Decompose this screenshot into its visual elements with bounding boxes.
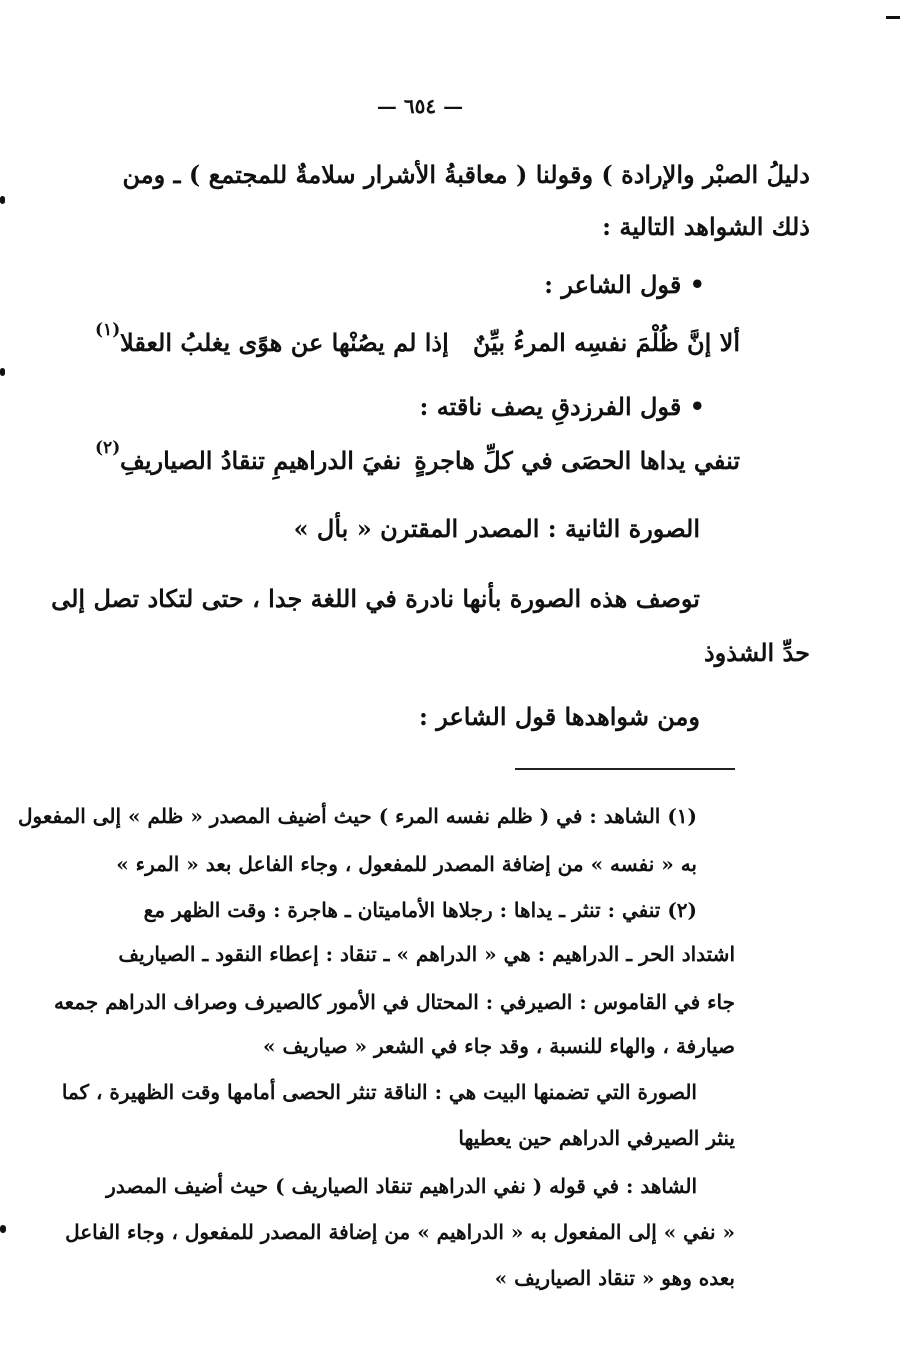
scan-edge-mark xyxy=(0,368,5,376)
footnote-line: الصورة التي تضمنها البيت هي : الناقة تنثر الحصى أمامها وقت الظهيرة ، كما xyxy=(61,1080,697,1104)
footnote-line: جاء في القاموس : الصيرفي : المحتال في الأمور كالصيرف وصراف الدراهم جمعه xyxy=(53,990,735,1014)
footnote-ref: (٢) xyxy=(95,438,121,458)
farazdaq-intro: • قول الفرزدقِ يصف ناقته : xyxy=(419,392,705,421)
footnote-line: (١) الشاهد : في ( ظلم نفسه المرء ) حيث أضيف المصدر « ظلم » إلى المفعول xyxy=(17,804,697,828)
scan-edge-mark xyxy=(0,1225,6,1233)
footnote-separator xyxy=(515,768,735,770)
verse-second-hemistich: إذا لم يصُنْها عن هوًى يغلبُ العقلا xyxy=(120,328,449,357)
verse-second-hemistich: نفيَ الدراهيمِ تنقادُ الصياريفِ xyxy=(120,446,402,475)
page-number: — ٦٥٤ — xyxy=(376,94,464,118)
section-heading: الصورة الثانية : المصدر المقترن « بأل » xyxy=(293,514,700,543)
body-line: حدِّ الشذوذ xyxy=(703,638,810,667)
verse-first-hemistich: ألا إنَّ ظُلْمَ نفسِه المرءُ بيِّنٌ xyxy=(472,328,740,357)
footnote-line: بعده وهو « تنقاد الصياريف » xyxy=(494,1266,735,1290)
body-line: توصف هذه الصورة بأنها نادرة في اللغة جدا ، حتى لتكاد تصل إلى xyxy=(51,584,700,613)
scan-edge-mark xyxy=(0,196,5,204)
footnote-line: الشاهد : في قوله ( نفي الدراهيم تنقاد الصياريف ) حيث أضيف المصدر xyxy=(106,1174,697,1198)
footnote-line: ينثر الصيرفي الدراهم حين يعطيها xyxy=(458,1126,735,1150)
poet-intro: • قول الشاعر : xyxy=(544,270,705,299)
body-line: دليلُ الصبْر والإرادة ) وقولنا ( معاقبةُ الأشرار سلامةٌ للمجتمع ) ـ ومن xyxy=(122,160,810,189)
footnote-line: اشتداد الحر ـ الدراهيم : هي « الدراهم » ـ تنقاد : إعطاء النقود ـ الصياريف xyxy=(118,942,735,966)
footnote-ref: (١) xyxy=(95,320,121,340)
footnote-line: صيارفة ، والهاء للنسبة ، وقد جاء في الشعر « صياريف » xyxy=(263,1034,735,1058)
body-line: ذلك الشواهد التالية : xyxy=(602,212,810,241)
body-line: ومن شواهدها قول الشاعر : xyxy=(419,702,700,731)
footnote-line: به « نفسه » من إضافة المصدر للمفعول ، وجاء الفاعل بعد « المرء » xyxy=(116,852,697,876)
footnote-line: (٢) تنفي : تنثر ـ يداها : رجلاها الأماميتان ـ هاجرة : وقت الظهر مع xyxy=(143,898,697,922)
scan-edge-mark xyxy=(886,16,900,19)
verse-first-hemistich: تنفي يداها الحصَى في كلِّ هاجرةٍ xyxy=(414,446,740,475)
footnote-line: « نفي » إلى المفعول به « الدراهيم » من إضافة المصدر للمفعول ، وجاء الفاعل xyxy=(65,1220,735,1244)
